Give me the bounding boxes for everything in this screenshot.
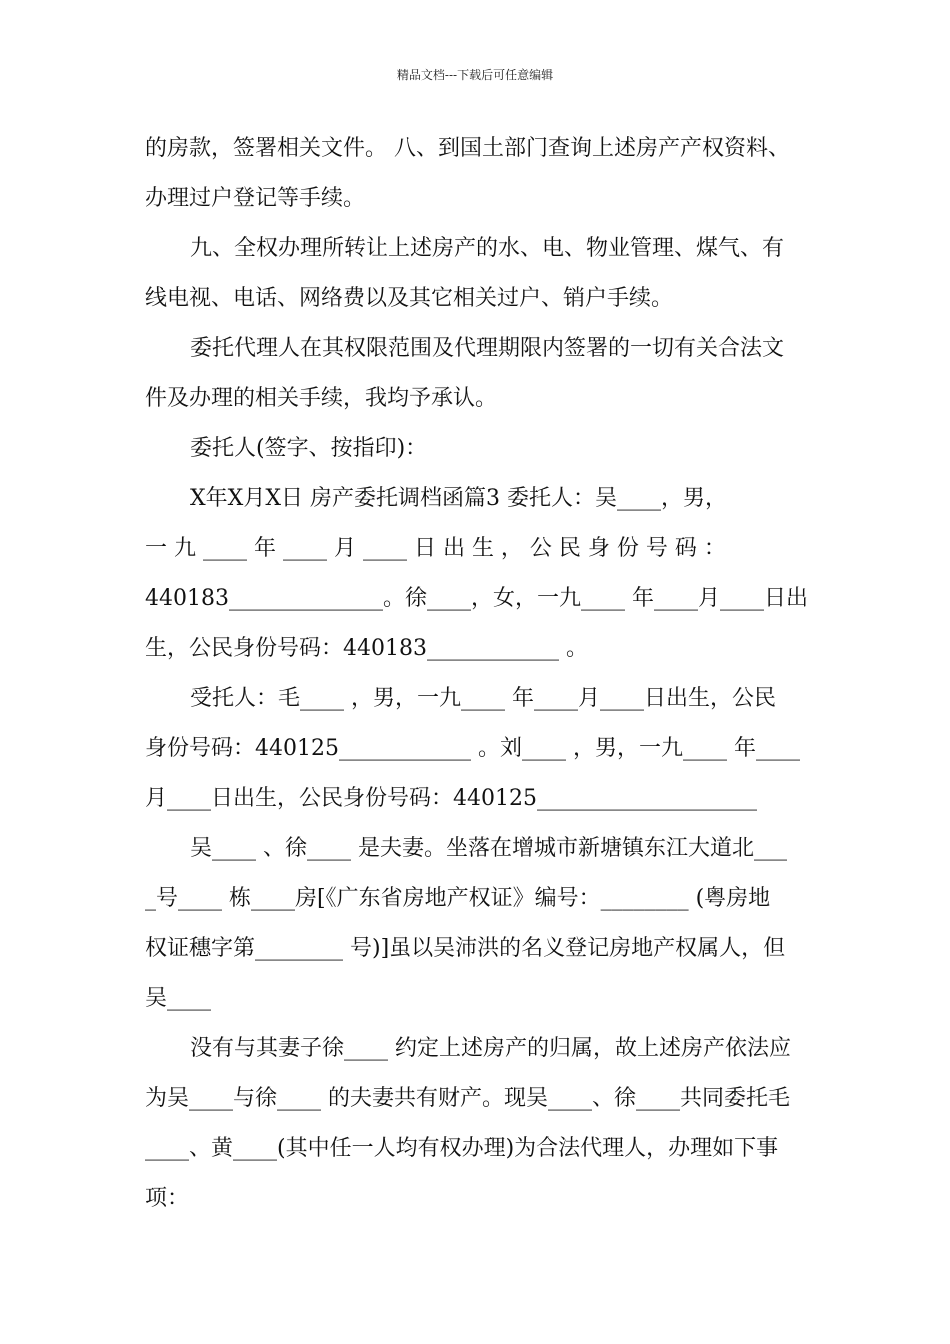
text-line: 身份号码：440125____________ 。刘____ ，男，一九____ 年____	[145, 736, 800, 761]
text-line: ____、黄____(其中任一人均有权办理)为合法代理人，办理如下事	[145, 1136, 779, 1161]
text-line: 一 九 ____ 年 ____ 月 ____ 日 出 生 ， 公 民 身 份 号 码 ：	[145, 536, 726, 561]
text-line: 的房款，签署相关文件。 八、到国土部门查询上述房产产权资料、	[145, 136, 790, 161]
text-line: 为吴____与徐____ 的夫妻共有财产。现吴____、徐____共同委托毛	[145, 1086, 790, 1111]
text-line: 权证穗字第________ 号)]虽以吴沛洪的名义登记房地产权属人，但	[145, 936, 786, 961]
text-line: 吴____	[145, 986, 212, 1011]
text-line: X年X月X日 房产委托调档函篇3 委托人：吴____，男，	[190, 486, 727, 511]
text-line: 线电视、电话、网络费以及其它相关过户、销户手续。	[145, 286, 674, 311]
text-line: _号____ 栋____房[《广东省房地产权证》编号：________ (粤房地	[145, 886, 771, 911]
text-line: 受托人：毛____ ，男，一九____ 年____月____日出生，公民	[190, 686, 776, 711]
text-line: 项：	[145, 1186, 190, 1211]
text-line: 吴____ 、徐____ 是夫妻。坐落在增城市新塘镇东江大道北___	[190, 836, 787, 861]
text-line: 生，公民身份号码：440183____________ 。	[145, 636, 588, 661]
text-line: 委托人(签字、按指印)：	[190, 436, 428, 461]
text-line: 九、全权办理所转让上述房产的水、电、物业管理、煤气、有	[190, 236, 785, 261]
text-line: 委托代理人在其权限范围及代理期限内签署的一切有关合法文	[190, 336, 785, 361]
text-line: 没有与其妻子徐____ 约定上述房产的归属，故上述房产依法应	[190, 1036, 791, 1061]
text-line: 440183______________。徐____，女，一九____ 年____月____日出	[145, 586, 808, 611]
page-header: 精品文档---下载后可任意编辑	[396, 68, 554, 82]
text-line: 件及办理的相关手续，我均予承认。	[145, 386, 498, 411]
document-body	[145, 124, 807, 1224]
text-line: 月____日出生，公民身份号码：440125____________________	[145, 786, 757, 811]
text-line: 办理过户登记等手续。	[145, 186, 366, 211]
